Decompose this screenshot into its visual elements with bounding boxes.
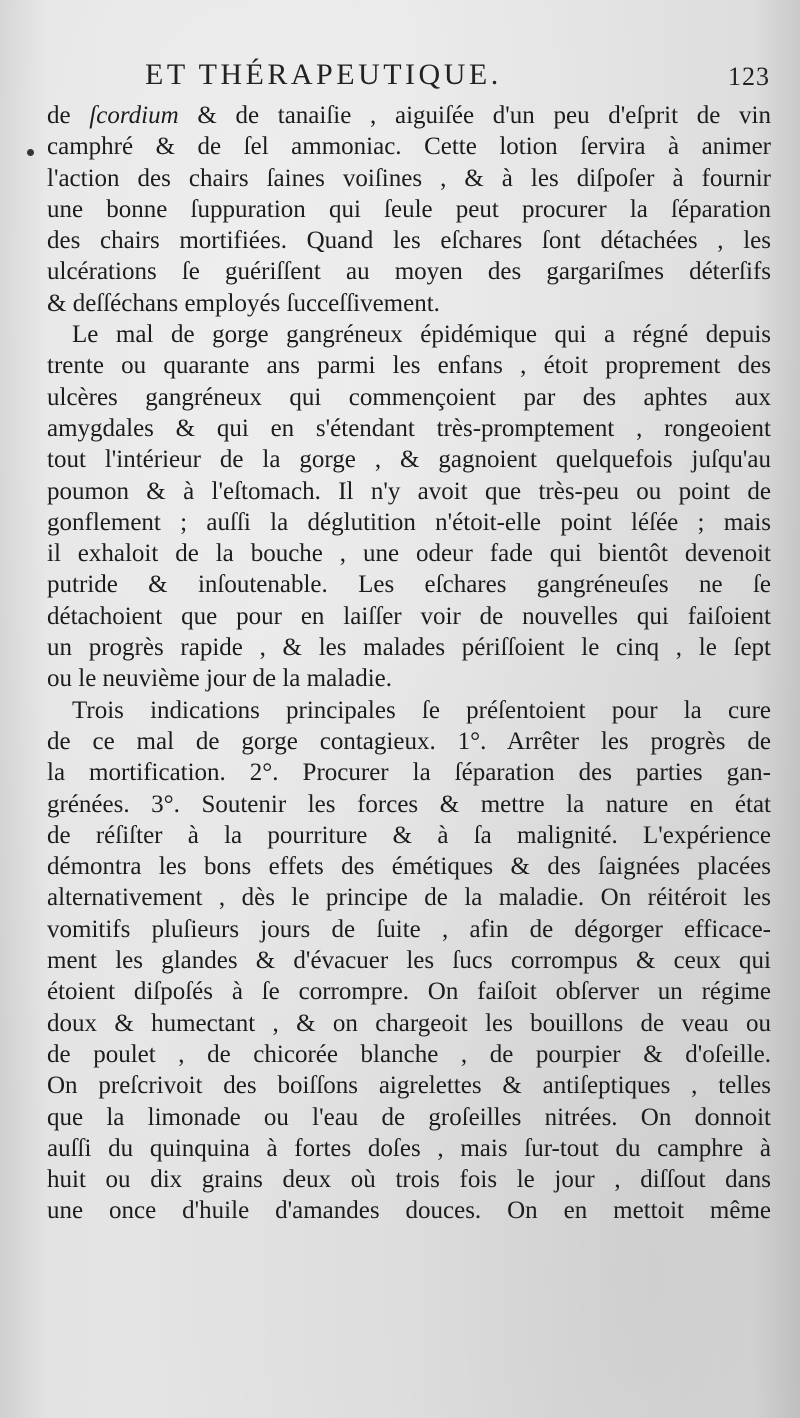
text-line: doux & humectant , & on chargeoit les bouillons de veau ou [47, 1009, 771, 1037]
text-line: On preſcrivoit des boiſſons aigrelettes & antiſeptiques , telles [47, 1072, 771, 1100]
text-line: camphré & de ſel ammoniac. Cette lotion ſervira à animer [47, 133, 771, 161]
text-line: ulcérations ſe guériſſent au moyen des gargariſmes déterſifs [47, 258, 771, 286]
text-line: putride & inſoutenable. Les eſchares gangréneuſes ne ſe [47, 571, 771, 599]
text-line: vomitifs pluſieurs jours de ſuite , afin de dégorger efficace- [47, 915, 771, 943]
text-line-paragraph-start: Le mal de gorge gangréneux épidémique qui a régné depuis [72, 321, 771, 349]
text-line: l'action des chairs ſaines voiſines , & à les diſpoſer à fournir [47, 164, 771, 192]
text-line: huit ou dix grains deux où trois fois le jour , diſſout dans [47, 1166, 771, 1194]
text-line: amygdales & qui en s'étendant très-promptement , rongeoient [47, 414, 771, 442]
text-line: une once d'huile d'amandes douces. On en mettoit même [47, 1197, 771, 1225]
text-line: une bonne ſuppuration qui ſeule peut procurer la ſéparation [47, 195, 771, 223]
body-text [47, 100, 771, 1227]
text-line: de ce mal de gorge contagieux. 1°. Arrêter les progrès de [47, 727, 771, 755]
text-line: un progrès rapide , & les malades périſſoient le cinq , le ſept [47, 634, 771, 662]
ink-dot-mark [27, 149, 34, 156]
text-line: grénées. 3°. Soutenir les forces & mettre la nature en état [47, 790, 771, 818]
text-line-paragraph-end: & deſſéchans employés ſucceſſivement. [47, 289, 440, 317]
text-line: étoient diſpoſés à ſe corrompre. On faiſoit obſerver un régime [47, 978, 771, 1006]
text-line: ment les glandes & d'évacuer les ſucs corrompus & ceux qui [47, 947, 771, 975]
text-line: trente ou quarante ans parmi les enfans , étoit proprement des [47, 352, 771, 380]
text-line: que la limonade ou l'eau de groſeilles nitrées. On donnoit [47, 1103, 771, 1131]
text-line: il exhaloit de la bouche , une odeur fade qui bientôt devenoit [47, 540, 771, 568]
text-line: gonflement ; auſſi la déglutition n'étoit-elle point léſée ; mais [47, 508, 771, 536]
page-number: 123 [728, 62, 770, 91]
text-line: des chairs mortifiées. Quand les eſchares ſont détachées , les [47, 227, 771, 255]
text-line: auſſi du quinquina à fortes doſes , mais ſur-tout du camphre à [47, 1134, 771, 1162]
text-line: tout l'intérieur de la gorge , & gagnoient quelquefois juſqu'au [47, 446, 771, 474]
text-line-paragraph-end: ou le neuvième jour de la maladie. [47, 665, 393, 693]
text-line: la mortification. 2°. Procurer la ſéparation des parties gan- [47, 759, 771, 787]
text-line: poumon & à l'eſtomach. Il n'y avoit que très-peu ou point de [47, 477, 771, 505]
page-header [0, 58, 800, 98]
text-line: de réſiſter à la pourriture & à ſa malignité. L'expérience [47, 821, 771, 849]
text-line: alternativement , dès le principe de la maladie. On réitéroit les [47, 884, 771, 912]
running-title: ET THÉRAPEUTIQUE. [145, 58, 502, 91]
text-line: ulcères gangréneux qui commençoient par des aphtes aux [47, 383, 771, 411]
text-line: de ſcordium & de tanaiſie , aiguiſée d'un peu d'eſprit de vin [47, 102, 771, 129]
text-line: démontra les bons effets des émétiques & des ſaignées placées [47, 853, 771, 881]
text-line: détachoient que pour en laiſſer voir de nouvelles qui faiſoient [47, 602, 771, 630]
text-line: de poulet , de chicorée blanche , de pourpier & d'oſeille. [47, 1040, 771, 1068]
text-line-paragraph-start: Trois indications principales ſe préſentoient pour la cure [72, 696, 771, 724]
